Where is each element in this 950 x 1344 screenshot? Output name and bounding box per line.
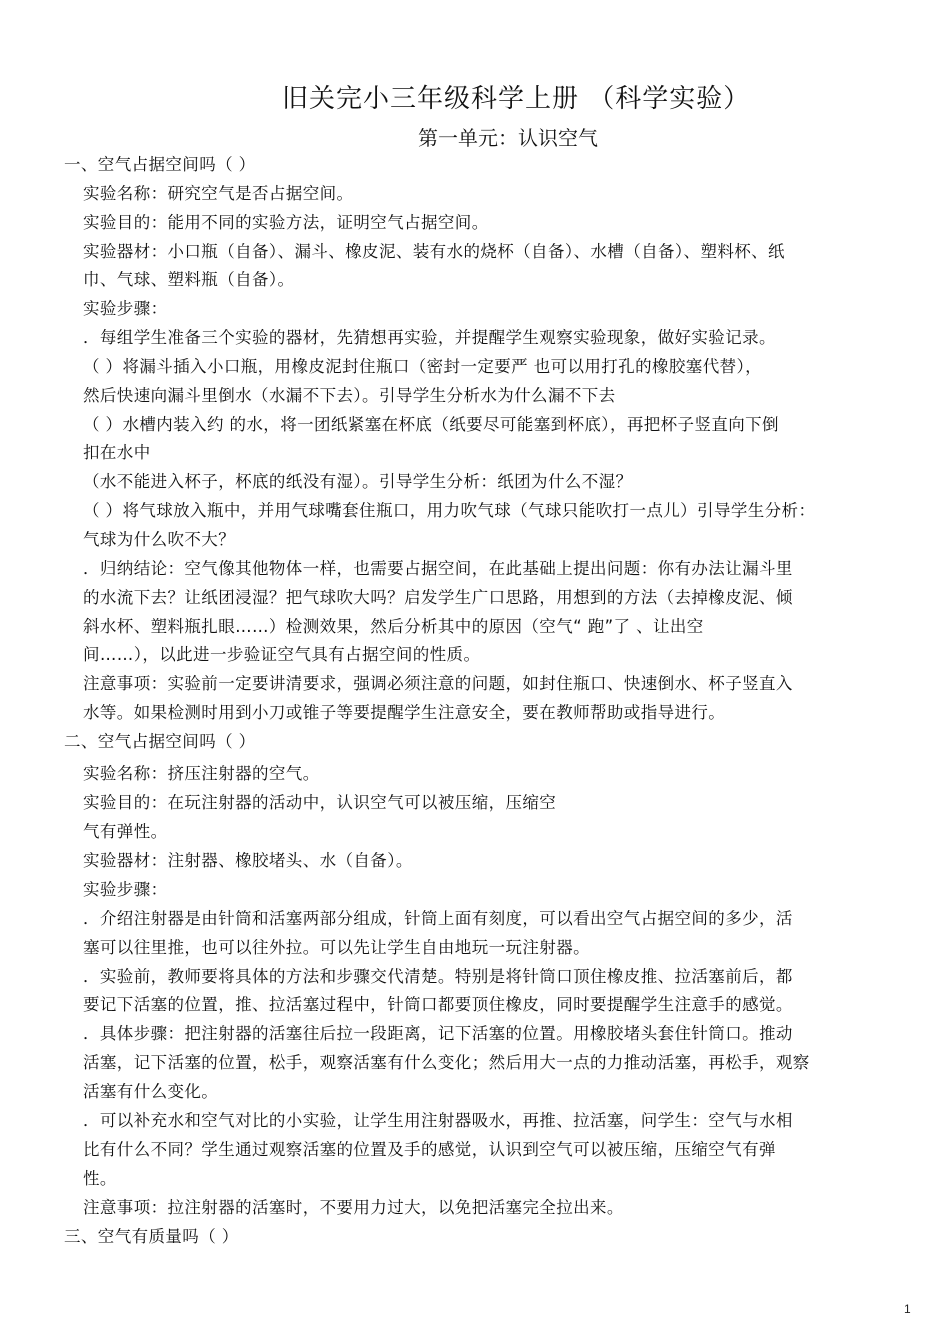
text-line: 气有弹性。 — [83, 822, 168, 841]
text-line: 间……），以此进一步验证空气具有占据空间的性质。 — [83, 645, 481, 664]
text-line: 塞可以往里推，也可以往外拉。可以先让学生自由地玩一玩注射器。 — [83, 938, 590, 957]
text-line: 实验名称：研究空气是否占据空间。 — [83, 184, 354, 203]
text-line: 活塞，记下活塞的位置，松手，观察活塞有什么变化；然后用大一点的力推动活塞，再松手，观察 — [83, 1053, 810, 1072]
text-line: 实验步骤： — [83, 299, 168, 318]
section-heading-3: 三、空气有质量吗（ ） — [64, 1227, 239, 1246]
text-line: 的水流下去？让纸团浸湿？把气球吹大吗？启发学生广口思路，用想到的方法（去掉橡皮泥、倾 — [83, 588, 793, 607]
text-line: 注意事项：实验前一定要讲清要求，强调必须注意的问题，如封住瓶口、快速倒水、杯子竖直入 — [83, 674, 793, 693]
section-heading-2: 二、空气占据空间吗（ ） — [64, 732, 256, 751]
text-line: ．可以补充水和空气对比的小实验，让学生用注射器吸水，再推、拉活塞，问学生：空气与水相 — [83, 1111, 793, 1130]
text-line: 实验器材：小口瓶（自备）、漏斗、橡皮泥、装有水的烧杯（自备）、水槽（自备）、塑料杯、纸 — [83, 242, 785, 261]
text-line: 实验步骤： — [83, 880, 168, 899]
text-line: 巾、气球、塑料瓶（自备）。 — [83, 270, 295, 289]
text-line: 实验目的：在玩注射器的活动中，认识空气可以被压缩，压缩空 — [83, 793, 557, 812]
text-line: 水等。如果检测时用到小刀或锥子等要提醒学生注意安全，要在教师帮助或指导进行。 — [83, 703, 726, 722]
text-line: ．归纳结论：空气像其他物体一样，也需要占据空间，在此基础上提出问题：你有办法让漏斗里 — [83, 559, 793, 578]
text-line: ．介绍注射器是由针筒和活塞两部分组成，针筒上面有刻度，可以看出空气占据空间的多少，活 — [83, 909, 793, 928]
unit-heading: 第一单元：认识空气 — [418, 126, 598, 150]
text-line: 实验器材：注射器、橡胶堵头、水（自备）。 — [83, 851, 413, 870]
text-line: ．具体步骤：把注射器的活塞往后拉一段距离，记下活塞的位置。用橡胶堵头套住针筒口。推动 — [83, 1024, 793, 1043]
text-line: （ ）将漏斗插入小口瓶，用橡皮泥封住瓶口（密封一定要严 也可以用打孔的橡胶塞代替）， — [83, 357, 763, 376]
text-line: 比有什么不同？学生通过观察活塞的位置及手的感觉，认识到空气可以被压缩，压缩空气有弹 — [83, 1140, 776, 1159]
text-line: 实验目的：能用不同的实验方法，证明空气占据空间。 — [83, 213, 489, 232]
text-line: （ ）将气球放入瓶中，并用气球嘴套住瓶口，用力吹气球（气球只能吹打一点儿）引导学生分析： — [83, 501, 816, 520]
document-title: 旧关完小三年级科学上册 （科学实验） — [282, 84, 751, 114]
text-line: 斜水杯、塑料瓶扎眼……）检测效果，然后分析其中的原因（空气“ 跑”了 、让出空 — [83, 617, 704, 636]
text-line: ．实验前，教师要将具体的方法和步骤交代清楚。特别是将针筒口顶住橡皮推、拉活塞前后，都 — [83, 967, 793, 986]
text-line: 活塞有什么变化。 — [83, 1082, 219, 1101]
page-number: 1 — [904, 1302, 911, 1316]
text-line: （ ）水槽内装入约 的水，将一团纸紧塞在杯底（纸要尽可能塞到杯底），再把杯子竖直向下倒 — [83, 415, 779, 434]
text-line: 然后快速向漏斗里倒水（水漏不下去）。引导学生分析水为什么漏不下去 — [83, 386, 616, 405]
text-line: 要记下活塞的位置，推、拉活塞过程中，针筒口都要顶住橡皮，同时要提醒学生注意手的感觉。 — [83, 995, 793, 1014]
text-line: 注意事项：拉注射器的活塞时，不要用力过大，以免把活塞完全拉出来。 — [83, 1198, 624, 1217]
text-line: 气球为什么吹不大？ — [83, 530, 236, 549]
section-heading-1: 一、空气占据空间吗（ ） — [64, 155, 256, 174]
text-line: 实验名称：挤压注射器的空气。 — [83, 764, 320, 783]
text-line: （水不能进入杯子，杯底的纸没有湿）。引导学生分析：纸团为什么不湿？ — [83, 472, 633, 491]
text-line: 性。 — [83, 1169, 117, 1188]
text-line: 扣在水中 — [83, 443, 151, 462]
text-line: ．每组学生准备三个实验的器材，先猜想再实验，并提醒学生观察实验现象，做好实验记录。 — [83, 328, 776, 347]
